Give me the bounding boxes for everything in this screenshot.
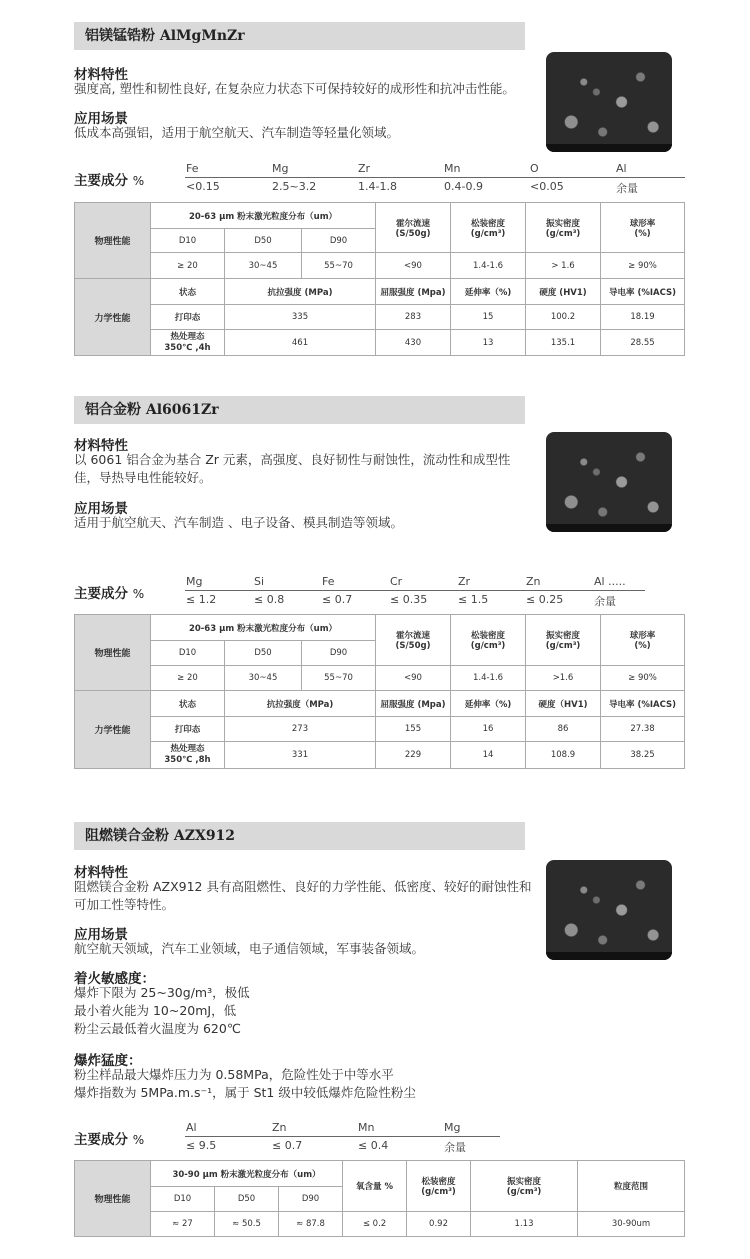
s2-comp-element-name: Zn xyxy=(526,575,541,588)
s1-comp-element-value: 余量 xyxy=(616,182,638,195)
s2-r2-hard: 108.9 xyxy=(526,742,601,769)
section-3-title: 阻燃镁合金粉 AZX912 xyxy=(85,828,236,844)
s1-comp-element-value: 2.5~3.2 xyxy=(272,180,317,193)
s1-mh-state: 状态 xyxy=(151,279,225,305)
s2-tap-header: 振实密度 (g/cm³) xyxy=(526,615,601,666)
s1-r2-tensile: 461 xyxy=(225,330,376,356)
s2-psd-header: 20-63 μm 粉末激光粒度分布（um） xyxy=(151,615,376,641)
s3-sem-image xyxy=(546,860,672,960)
s2-comp-element-value: ≤ 0.7 xyxy=(322,593,353,606)
s3-comp-element-name: Mn xyxy=(358,1121,375,1134)
s3-ignition-heading: 着火敏感度： xyxy=(74,971,155,987)
s3-oxy-value: ≤ 0.2 xyxy=(343,1212,407,1237)
s1-properties-table xyxy=(74,202,685,356)
s2-comp-element-name: Cr xyxy=(390,575,403,588)
s3-loose-header: 松装密度 (g/cm³) xyxy=(407,1161,471,1212)
s3-explosion-heading: 爆炸猛度： xyxy=(74,1053,142,1069)
s1-mh-cond: 导电率 (%IACS) xyxy=(601,279,685,305)
s1-r2-yield: 430 xyxy=(376,330,451,356)
s2-comp-element-value: ≤ 0.8 xyxy=(254,593,285,606)
s2-mh-cond: 导电率 (%IACS) xyxy=(601,691,685,717)
s3-comp-element-value: ≤ 9.5 xyxy=(186,1139,217,1152)
s3-range-header: 粒度范围 xyxy=(578,1161,685,1212)
section-2-title: 铝合金粉 Al6061Zr xyxy=(85,402,219,418)
s2-r2-yield: 229 xyxy=(376,742,451,769)
s1-comp-element-value: <0.05 xyxy=(530,180,564,193)
s1-r1-tensile: 335 xyxy=(225,305,376,330)
s1-comp-element-name: Mg xyxy=(272,162,289,175)
s2-sph-value: ≥ 90% xyxy=(601,666,685,691)
s1-tap-header: 振实密度 (g/cm³) xyxy=(526,203,601,253)
s3-explosion-line-1: 粉尘样品最大爆炸压力为 0.58MPa，危险性处于中等水平 xyxy=(74,1067,394,1082)
s1-props-text: 强度高, 塑性和韧性良好, 在复杂应力状态下可保持较好的成形性和抗冲击性能。 xyxy=(74,81,515,96)
s1-loose-header: 松装密度 (g/cm³) xyxy=(451,203,526,253)
s2-comp-element-name: Al ..... xyxy=(594,575,626,588)
s1-loose-value: 1.4-1.6 xyxy=(451,253,526,279)
s3-comp-element-name: Mg xyxy=(444,1121,461,1134)
s1-mh-hard: 硬度 (HV1) xyxy=(526,279,601,305)
s1-app-text: 低成本高强铝，适用于航空航天、汽车制造等轻量化领域。 xyxy=(74,125,400,140)
s2-hall-header: 霍尔流速 (S/50g) xyxy=(376,615,451,666)
s2-r1-cond: 27.38 xyxy=(601,717,685,742)
s3-props-heading: 材料特性 xyxy=(74,865,128,881)
s2-comp-element-value: ≤ 0.35 xyxy=(390,593,428,606)
s1-d90-header: D90 xyxy=(302,229,376,253)
s2-mh-state: 状态 xyxy=(151,691,225,717)
s2-d10-header: D10 xyxy=(151,641,225,666)
s3-app-text: 航空航天领域，汽车工业领域，电子通信领域，军事装备领域。 xyxy=(74,941,425,956)
s3-oxy-header: 氧含量 % xyxy=(343,1161,407,1212)
s1-phys-label: 物理性能 xyxy=(75,203,151,279)
s1-psd-header: 20-63 μm 粉末激光粒度分布（um） xyxy=(151,203,376,229)
s2-properties-table xyxy=(74,614,685,769)
s1-sph-value: ≥ 90% xyxy=(601,253,685,279)
s1-comp-element-value: 1.4-1.8 xyxy=(358,180,397,193)
s3-d90-header: D90 xyxy=(279,1187,343,1212)
s2-mh-tensile: 抗拉强度（MPa) xyxy=(225,691,376,717)
s1-comp-element-value: <0.15 xyxy=(186,180,220,193)
s2-comp-element-name: Zr xyxy=(458,575,471,588)
s2-mech-label: 力学性能 xyxy=(75,691,151,769)
s1-r1-state: 打印态 xyxy=(151,305,225,330)
s1-d90-value: 55~70 xyxy=(302,253,376,279)
s3-ignition-line-3: 粉尘云最低着火温度为 620℃ xyxy=(74,1021,241,1036)
s3-properties-table xyxy=(74,1160,685,1237)
s3-comp-element-value: ≤ 0.7 xyxy=(272,1139,303,1152)
s2-comp-element-value: 余量 xyxy=(594,595,616,608)
s1-app-heading: 应用场景 xyxy=(74,111,128,127)
s2-comp-element-value: ≤ 1.2 xyxy=(186,593,217,606)
s1-sem-image xyxy=(546,52,672,152)
s3-d90-value: ≈ 87.8 xyxy=(279,1212,343,1237)
s3-d50-header: D50 xyxy=(215,1187,279,1212)
s2-d90-value: 55~70 xyxy=(302,666,376,691)
s1-hall-header: 霍尔流速 (S/50g) xyxy=(376,203,451,253)
s1-d10-value: ≥ 20 xyxy=(151,253,225,279)
s2-mh-elong: 延伸率（%) xyxy=(451,691,526,717)
s2-sem-image xyxy=(546,432,672,532)
s3-ignition-line-2: 最小着火能为 10~20mJ，低 xyxy=(74,1003,237,1018)
s3-app-heading: 应用场景 xyxy=(74,927,128,943)
s2-comp-element-name: Si xyxy=(254,575,265,588)
s2-phys-label: 物理性能 xyxy=(75,615,151,691)
s1-r2-elong: 13 xyxy=(451,330,526,356)
s2-r2-state: 热处理态 350℃ ,8h xyxy=(151,742,225,769)
s2-tap-value: >1.6 xyxy=(526,666,601,691)
s3-explosion-line-2: 爆炸指数为 5MPa.m.s⁻¹，属于 St1 级中较低爆炸危险性粉尘 xyxy=(74,1085,416,1100)
s1-props-heading: 材料特性 xyxy=(74,67,128,83)
section-1-header xyxy=(74,22,525,50)
s2-r1-tensile: 273 xyxy=(225,717,376,742)
s1-comp-element-name: Al xyxy=(616,162,627,175)
s1-mh-elong: 延伸率（%) xyxy=(451,279,526,305)
s1-r2-cond: 28.55 xyxy=(601,330,685,356)
section-3-header xyxy=(74,822,525,850)
s3-d50-value: ≈ 50.5 xyxy=(215,1212,279,1237)
s3-comp-divider xyxy=(185,1136,500,1137)
s2-loose-header: 松装密度 (g/cm³) xyxy=(451,615,526,666)
s1-comp-element-value: 0.4-0.9 xyxy=(444,180,483,193)
s1-comp-element-name: Zr xyxy=(358,162,371,175)
s2-r1-elong: 16 xyxy=(451,717,526,742)
s3-d10-value: ≈ 27 xyxy=(151,1212,215,1237)
s2-r2-elong: 14 xyxy=(451,742,526,769)
s2-comp-label: 主要成分 % xyxy=(74,586,145,602)
s2-app-text: 适用于航空航天、汽车制造 、电子设备、模具制造等领域。 xyxy=(74,515,403,530)
s1-comp-element-name: O xyxy=(530,162,539,175)
s2-hall-value: <90 xyxy=(376,666,451,691)
s2-r1-yield: 155 xyxy=(376,717,451,742)
s2-r2-tensile: 331 xyxy=(225,742,376,769)
s1-d50-value: 30~45 xyxy=(225,253,302,279)
s2-comp-element-value: ≤ 1.5 xyxy=(458,593,489,606)
s3-comp-element-value: 余量 xyxy=(444,1141,466,1154)
s1-hall-value: <90 xyxy=(376,253,451,279)
s1-r1-hard: 100.2 xyxy=(526,305,601,330)
s1-comp-label: 主要成分 % xyxy=(74,173,145,189)
s3-comp-label: 主要成分 % xyxy=(74,1132,145,1148)
s3-ignition-line-1: 爆炸下限为 25~30g/m³，极低 xyxy=(74,985,250,1000)
s3-d10-header: D10 xyxy=(151,1187,215,1212)
s3-comp-element-value: ≤ 0.4 xyxy=(358,1139,389,1152)
s1-tap-value: > 1.6 xyxy=(526,253,601,279)
s1-mh-yield: 屈服强度 (Mpa) xyxy=(376,279,451,305)
s3-comp-element-name: Al xyxy=(186,1121,197,1134)
s1-mech-label: 力学性能 xyxy=(75,279,151,356)
s1-r1-yield: 283 xyxy=(376,305,451,330)
s2-props-heading: 材料特性 xyxy=(74,438,128,454)
s1-r2-hard: 135.1 xyxy=(526,330,601,356)
s2-comp-element-name: Fe xyxy=(322,575,335,588)
s3-props-text: 阻燃镁合金粉 AZX912 具有高阻燃性、良好的力学性能、低密度、较好的耐蚀性和可加工性等特性。 xyxy=(74,879,532,912)
s3-comp-element-name: Zn xyxy=(272,1121,287,1134)
s3-loose-value: 0.92 xyxy=(407,1212,471,1237)
s1-r2-state: 热处理态 350℃ ,4h xyxy=(151,330,225,356)
s3-tap-header: 振实密度 (g/cm³) xyxy=(471,1161,578,1212)
s1-mh-tensile: 抗拉强度 (MPa) xyxy=(225,279,376,305)
s1-r1-elong: 15 xyxy=(451,305,526,330)
s2-comp-element-value: ≤ 0.25 xyxy=(526,593,564,606)
s3-psd-header: 30-90 μm 粉末激光粒度分布（um） xyxy=(151,1161,343,1187)
s1-d50-header: D50 xyxy=(225,229,302,253)
s1-comp-element-name: Fe xyxy=(186,162,199,175)
s3-range-value: 30-90um xyxy=(578,1212,685,1237)
s1-d10-header: D10 xyxy=(151,229,225,253)
s2-d50-header: D50 xyxy=(225,641,302,666)
s1-comp-divider xyxy=(185,177,685,178)
s2-mh-yield: 屈服强度 (Mpa) xyxy=(376,691,451,717)
s1-comp-element-name: Mn xyxy=(444,162,461,175)
s2-d10-value: ≥ 20 xyxy=(151,666,225,691)
s2-sph-header: 球形率 (%) xyxy=(601,615,685,666)
section-1-title: 铝镁锰锆粉 AlMgMnZr xyxy=(85,28,245,44)
section-2-header xyxy=(74,396,525,424)
s2-r1-state: 打印态 xyxy=(151,717,225,742)
s2-d50-value: 30~45 xyxy=(225,666,302,691)
s2-mh-hard: 硬度（HV1) xyxy=(526,691,601,717)
s2-r2-cond: 38.25 xyxy=(601,742,685,769)
s1-r1-cond: 18.19 xyxy=(601,305,685,330)
s2-r1-hard: 86 xyxy=(526,717,601,742)
s3-tap-value: 1.13 xyxy=(471,1212,578,1237)
s2-app-heading: 应用场景 xyxy=(74,501,128,517)
s1-sph-header: 球形率 (%) xyxy=(601,203,685,253)
s2-loose-value: 1.4-1.6 xyxy=(451,666,526,691)
s3-phys-label: 物理性能 xyxy=(75,1161,151,1237)
s2-comp-element-name: Mg xyxy=(186,575,203,588)
s2-comp-divider xyxy=(185,590,645,591)
s2-props-text: 以 6061 铝合金为基合 Zr 元素，高强度、良好韧性与耐蚀性，流动性和成型性佳，导热导电性能较好。 xyxy=(74,452,511,485)
s2-d90-header: D90 xyxy=(302,641,376,666)
